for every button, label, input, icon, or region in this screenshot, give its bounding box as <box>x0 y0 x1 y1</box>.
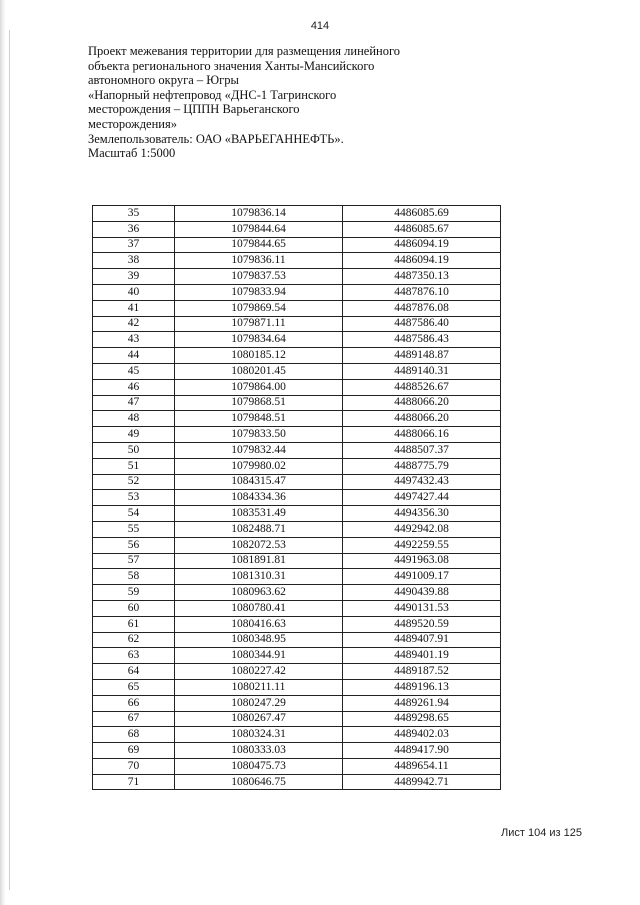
y-coordinate-cell: 4489654.11 <box>343 758 501 774</box>
table-row <box>93 316 501 332</box>
y-coordinate-cell: 4486094.19 <box>343 237 501 253</box>
x-coordinate-cell: 1080333.03 <box>175 743 343 759</box>
point-number-cell: 46 <box>93 379 175 395</box>
x-coordinate-cell: 1080963.62 <box>175 585 343 601</box>
header-line: Проект межевания территории для размещения линейного <box>88 44 401 58</box>
point-number-cell: 57 <box>93 553 175 569</box>
x-coordinate-cell: 1079832.44 <box>175 442 343 458</box>
y-coordinate-cell: 4487350.13 <box>343 269 501 285</box>
x-coordinate-cell: 1079836.14 <box>175 206 343 222</box>
point-number-cell: 44 <box>93 348 175 364</box>
y-coordinate-cell: 4491009.17 <box>343 569 501 585</box>
table-row <box>93 458 501 474</box>
point-number-cell: 64 <box>93 664 175 680</box>
point-number-cell: 52 <box>93 474 175 490</box>
y-coordinate-cell: 4489417.90 <box>343 743 501 759</box>
table-row <box>93 679 501 695</box>
x-coordinate-cell: 1079833.50 <box>175 427 343 443</box>
point-number-cell: 55 <box>93 521 175 537</box>
y-coordinate-cell: 4488066.16 <box>343 427 501 443</box>
y-coordinate-cell: 4489407.91 <box>343 632 501 648</box>
point-number-cell: 51 <box>93 458 175 474</box>
table-row <box>93 442 501 458</box>
x-coordinate-cell: 1082488.71 <box>175 521 343 537</box>
table-row <box>93 506 501 522</box>
y-coordinate-cell: 4488775.79 <box>343 458 501 474</box>
table-row <box>93 363 501 379</box>
x-coordinate-cell: 1079871.11 <box>175 316 343 332</box>
point-number-cell: 61 <box>93 616 175 632</box>
table-row <box>93 553 501 569</box>
x-coordinate-cell: 1080344.91 <box>175 648 343 664</box>
y-coordinate-cell: 4488507.37 <box>343 442 501 458</box>
x-coordinate-cell: 1079836.11 <box>175 253 343 269</box>
point-number-cell: 43 <box>93 332 175 348</box>
y-coordinate-cell: 4489148.87 <box>343 348 501 364</box>
point-number-cell: 50 <box>93 442 175 458</box>
point-number-cell: 39 <box>93 269 175 285</box>
point-number-cell: 59 <box>93 585 175 601</box>
table-row <box>93 206 501 222</box>
point-number-cell: 65 <box>93 679 175 695</box>
table-row <box>93 284 501 300</box>
x-coordinate-cell: 1084334.36 <box>175 490 343 506</box>
point-number-cell: 67 <box>93 711 175 727</box>
table-row <box>93 411 501 427</box>
point-number-cell: 62 <box>93 632 175 648</box>
point-number-cell: 56 <box>93 537 175 553</box>
x-coordinate-cell: 1080475.73 <box>175 758 343 774</box>
table-row <box>93 600 501 616</box>
header-line: месторождения» <box>88 116 177 131</box>
y-coordinate-cell: 4491963.08 <box>343 553 501 569</box>
point-number-cell: 45 <box>93 363 175 379</box>
y-coordinate-cell: 4489298.65 <box>343 711 501 727</box>
table-row <box>93 474 501 490</box>
x-coordinate-cell: 1080211.11 <box>175 679 343 695</box>
point-number-cell: 37 <box>93 237 175 253</box>
y-coordinate-cell: 4487876.08 <box>343 300 501 316</box>
x-coordinate-cell: 1080780.41 <box>175 600 343 616</box>
x-coordinate-cell: 1081891.81 <box>175 553 343 569</box>
table-row <box>93 395 501 411</box>
table-row <box>93 743 501 759</box>
scan-binding-line <box>9 30 10 890</box>
y-coordinate-cell: 4490439.88 <box>343 585 501 601</box>
header-line: объекта регионального значения Ханты-Мансийского <box>88 58 375 73</box>
header-line: Масштаб 1:5000 <box>88 146 176 161</box>
y-coordinate-cell: 4489520.59 <box>343 616 501 632</box>
x-coordinate-cell: 1080416.63 <box>175 616 343 632</box>
x-coordinate-cell: 1080227.42 <box>175 664 343 680</box>
table-row <box>93 774 501 790</box>
point-number-cell: 63 <box>93 648 175 664</box>
point-number-cell: 48 <box>93 411 175 427</box>
y-coordinate-cell: 4497432.43 <box>343 474 501 490</box>
table-row <box>93 711 501 727</box>
point-number-cell: 49 <box>93 427 175 443</box>
point-number-cell: 66 <box>93 695 175 711</box>
header-line: «Напорный нефтепровод «ДНС-1 Тагринского <box>88 87 337 102</box>
table-row <box>93 648 501 664</box>
coordinates-table <box>92 205 501 790</box>
coordinates-table-body <box>93 206 501 790</box>
y-coordinate-cell: 4494356.30 <box>343 506 501 522</box>
point-number-cell: 69 <box>93 743 175 759</box>
table-row <box>93 616 501 632</box>
y-coordinate-cell: 4489196.13 <box>343 679 501 695</box>
x-coordinate-cell: 1079833.94 <box>175 284 343 300</box>
y-coordinate-cell: 4489401.19 <box>343 648 501 664</box>
y-coordinate-cell: 4486094.19 <box>343 253 501 269</box>
document-header <box>88 44 408 161</box>
scan-edge-shadow <box>0 0 6 905</box>
table-row <box>93 537 501 553</box>
y-coordinate-cell: 4488526.67 <box>343 379 501 395</box>
header-line: месторождения – ЦППН Варьеганского <box>88 102 300 117</box>
table-row <box>93 695 501 711</box>
x-coordinate-cell: 1079980.02 <box>175 458 343 474</box>
sheet-footer: Лист 104 из 125 <box>501 827 582 839</box>
x-coordinate-cell: 1079834.64 <box>175 332 343 348</box>
x-coordinate-cell: 1080185.12 <box>175 348 343 364</box>
table-row <box>93 332 501 348</box>
y-coordinate-cell: 4490131.53 <box>343 600 501 616</box>
point-number-cell: 38 <box>93 253 175 269</box>
page-number: 414 <box>310 20 330 32</box>
x-coordinate-cell: 1080646.75 <box>175 774 343 790</box>
x-coordinate-cell: 1080247.29 <box>175 695 343 711</box>
table-row <box>93 253 501 269</box>
table-row <box>93 427 501 443</box>
table-row <box>93 269 501 285</box>
point-number-cell: 35 <box>93 206 175 222</box>
y-coordinate-cell: 4487586.43 <box>343 332 501 348</box>
x-coordinate-cell: 1079864.00 <box>175 379 343 395</box>
point-number-cell: 42 <box>93 316 175 332</box>
y-coordinate-cell: 4489261.94 <box>343 695 501 711</box>
y-coordinate-cell: 4487876.10 <box>343 284 501 300</box>
y-coordinate-cell: 4489942.71 <box>343 774 501 790</box>
table-row <box>93 632 501 648</box>
table-row <box>93 727 501 743</box>
point-number-cell: 47 <box>93 395 175 411</box>
y-coordinate-cell: 4489402.03 <box>343 727 501 743</box>
point-number-cell: 71 <box>93 774 175 790</box>
table-row <box>93 569 501 585</box>
point-number-cell: 60 <box>93 600 175 616</box>
table-row <box>93 664 501 680</box>
header-line: Землепользователь: ОАО «ВАРЬЕГАННЕФТЬ». <box>88 131 344 146</box>
table-row <box>93 379 501 395</box>
point-number-cell: 53 <box>93 490 175 506</box>
point-number-cell: 41 <box>93 300 175 316</box>
y-coordinate-cell: 4497427.44 <box>343 490 501 506</box>
table-row <box>93 300 501 316</box>
point-number-cell: 36 <box>93 221 175 237</box>
y-coordinate-cell: 4487586.40 <box>343 316 501 332</box>
table-row <box>93 490 501 506</box>
y-coordinate-cell: 4488066.20 <box>343 395 501 411</box>
point-number-cell: 40 <box>93 284 175 300</box>
table-row <box>93 585 501 601</box>
x-coordinate-cell: 1079844.64 <box>175 221 343 237</box>
y-coordinate-cell: 4488066.20 <box>343 411 501 427</box>
table-row <box>93 348 501 364</box>
y-coordinate-cell: 4489140.31 <box>343 363 501 379</box>
point-number-cell: 58 <box>93 569 175 585</box>
x-coordinate-cell: 1080348.95 <box>175 632 343 648</box>
table-row <box>93 237 501 253</box>
header-line: автономного округа – Югры <box>88 73 239 88</box>
y-coordinate-cell: 4486085.69 <box>343 206 501 222</box>
x-coordinate-cell: 1079868.51 <box>175 395 343 411</box>
x-coordinate-cell: 1080267.47 <box>175 711 343 727</box>
point-number-cell: 68 <box>93 727 175 743</box>
table-row <box>93 221 501 237</box>
point-number-cell: 70 <box>93 758 175 774</box>
x-coordinate-cell: 1080201.45 <box>175 363 343 379</box>
y-coordinate-cell: 4492259.55 <box>343 537 501 553</box>
x-coordinate-cell: 1080324.31 <box>175 727 343 743</box>
x-coordinate-cell: 1079837.53 <box>175 269 343 285</box>
y-coordinate-cell: 4489187.52 <box>343 664 501 680</box>
point-number-cell: 54 <box>93 506 175 522</box>
x-coordinate-cell: 1081310.31 <box>175 569 343 585</box>
x-coordinate-cell: 1082072.53 <box>175 537 343 553</box>
x-coordinate-cell: 1083531.49 <box>175 506 343 522</box>
y-coordinate-cell: 4486085.67 <box>343 221 501 237</box>
x-coordinate-cell: 1079848.51 <box>175 411 343 427</box>
y-coordinate-cell: 4492942.08 <box>343 521 501 537</box>
x-coordinate-cell: 1084315.47 <box>175 474 343 490</box>
table-row <box>93 758 501 774</box>
table-row <box>93 521 501 537</box>
x-coordinate-cell: 1079869.54 <box>175 300 343 316</box>
x-coordinate-cell: 1079844.65 <box>175 237 343 253</box>
